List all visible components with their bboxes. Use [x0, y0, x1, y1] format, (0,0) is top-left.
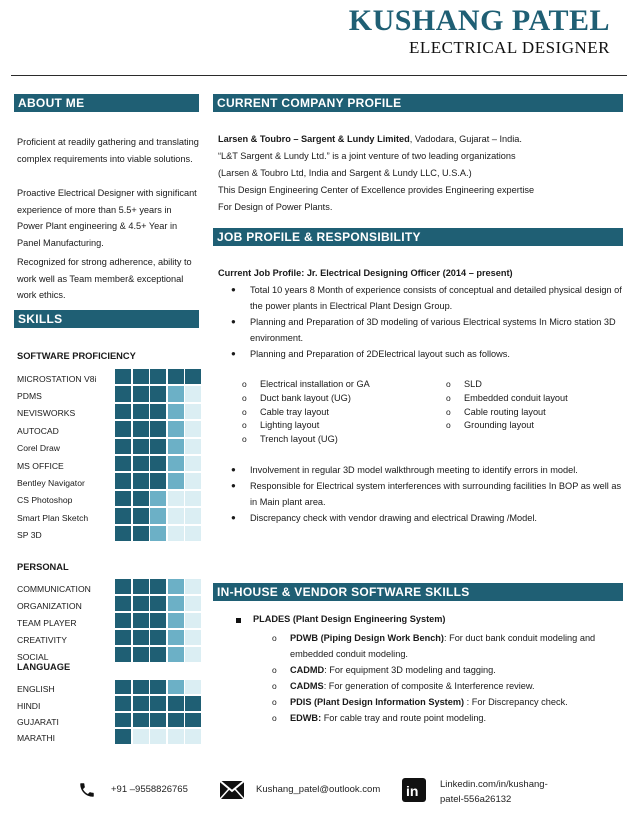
- skill-rating: [115, 473, 201, 488]
- skill-name: MS OFFICE: [17, 460, 64, 471]
- skill-name: CS Photoshop: [17, 495, 73, 506]
- rating-cell-filled: [115, 630, 131, 645]
- rating-cell-empty: [185, 404, 201, 419]
- rating-cell-filled: [133, 680, 149, 694]
- skill-name: SP 3D: [17, 530, 42, 541]
- rating-cell-filled: [133, 508, 149, 523]
- rating-cell-empty: [168, 491, 184, 506]
- rating-cell-filled: [168, 596, 184, 611]
- layout-item: o Trench layout (UG): [242, 433, 442, 447]
- job-bullet: ● Discrepancy check with vendor drawing and electrical Drawing /Model.: [226, 510, 622, 526]
- rating-cell-filled: [185, 713, 201, 727]
- rating-cell-filled: [115, 596, 131, 611]
- rating-cell-filled: [115, 526, 131, 541]
- rating-cell-filled: [115, 579, 131, 594]
- rating-cell-filled: [168, 386, 184, 401]
- header-divider: [11, 75, 627, 76]
- about-para-3: Recognized for strong adherence, ability to work well as Team member& exceptional work ethics.: [17, 257, 192, 300]
- rating-cell-filled: [150, 421, 166, 436]
- rating-cell-filled: [133, 439, 149, 454]
- company-line-2: (Larsen & Toubro Ltd, India and Sargent & Lundy LLC, U.S.A.): [218, 168, 472, 178]
- skill-row: [17, 712, 202, 728]
- rating-cell-filled: [150, 579, 166, 594]
- inhouse-item-desc: : For generation of composite & Interference review.: [323, 681, 535, 691]
- rating-cell-filled: [133, 596, 149, 611]
- skill-rating: [115, 630, 201, 645]
- skills-heading: SKILLS: [14, 310, 199, 328]
- skill-row: [17, 507, 202, 524]
- language-title: LANGUAGE: [17, 662, 71, 672]
- skill-rating: [115, 456, 201, 471]
- rating-cell-filled: [133, 491, 149, 506]
- rating-cell-filled: [150, 439, 166, 454]
- skill-name: ORGANIZATION: [17, 600, 82, 611]
- skill-row: [17, 695, 202, 711]
- skill-row: [17, 368, 202, 385]
- skill-name: PDMS: [17, 391, 42, 402]
- rating-cell-empty: [150, 729, 166, 743]
- inhouse-item-desc: : For equipment 3D modeling and tagging.: [324, 665, 496, 675]
- rating-cell-empty: [185, 526, 201, 541]
- rating-cell-filled: [115, 439, 131, 454]
- skill-name: Bentley Navigator: [17, 478, 85, 489]
- rating-cell-empty: [185, 613, 201, 628]
- skill-row: [17, 629, 202, 646]
- rating-cell-filled: [150, 473, 166, 488]
- rating-cell-filled: [168, 647, 184, 662]
- rating-cell-filled: [115, 491, 131, 506]
- rating-cell-filled: [150, 491, 166, 506]
- rating-cell-filled: [150, 386, 166, 401]
- inhouse-item: [272, 694, 622, 710]
- skill-name: GUJARATI: [17, 716, 59, 727]
- rating-cell-filled: [150, 713, 166, 727]
- rating-cell-filled: [168, 473, 184, 488]
- rating-cell-filled: [133, 647, 149, 662]
- skill-rating: [115, 696, 201, 710]
- rating-cell-filled: [185, 696, 201, 710]
- inhouse-item: [272, 678, 622, 694]
- rating-cell-empty: [185, 729, 201, 743]
- rating-cell-empty: [185, 508, 201, 523]
- skill-row: [17, 578, 202, 595]
- rating-cell-filled: [150, 696, 166, 710]
- skill-row: [17, 612, 202, 629]
- rating-cell-filled: [168, 404, 184, 419]
- rating-cell-filled: [115, 369, 131, 384]
- layout-item: o Lighting layout: [242, 419, 442, 433]
- rating-cell-filled: [150, 596, 166, 611]
- rating-cell-filled: [133, 579, 149, 594]
- rating-cell-filled: [133, 386, 149, 401]
- rating-cell-filled: [168, 439, 184, 454]
- rating-cell-filled: [150, 456, 166, 471]
- inhouse-item: [272, 662, 622, 678]
- plades-item: PLADES (Plant Design Engineering System): [233, 614, 638, 624]
- skill-name: AUTOCAD: [17, 425, 59, 436]
- skill-rating: [115, 579, 201, 594]
- skill-row: [17, 728, 202, 744]
- layout-item: o Embedded conduit layout: [446, 392, 621, 406]
- rating-cell-filled: [168, 579, 184, 594]
- rating-cell-filled: [133, 404, 149, 419]
- skill-rating: [115, 439, 201, 454]
- rating-cell-filled: [168, 696, 184, 710]
- skill-rating: [115, 613, 201, 628]
- inhouse-item-desc: : For Discrepancy check.: [464, 697, 568, 707]
- job-bullets-2: [226, 462, 622, 526]
- rating-cell-filled: [115, 696, 131, 710]
- inhouse-heading: IN-HOUSE & VENDOR SOFTWARE SKILLS: [213, 583, 623, 601]
- skill-row: [17, 455, 202, 472]
- rating-cell-empty: [185, 421, 201, 436]
- skill-rating: [115, 491, 201, 506]
- skill-rating: [115, 596, 201, 611]
- rating-cell-filled: [168, 613, 184, 628]
- rating-cell-filled: [133, 613, 149, 628]
- rating-cell-filled: [115, 421, 131, 436]
- rating-cell-filled: [185, 369, 201, 384]
- rating-cell-filled: [150, 613, 166, 628]
- skill-name: Corel Draw: [17, 443, 60, 454]
- about-heading: ABOUT ME: [14, 94, 199, 112]
- inhouse-item-name: PDIS (Plant Design Information System): [290, 697, 465, 707]
- rating-cell-filled: [150, 647, 166, 662]
- job-bullet: ● Total 10 years 8 Month of experience consists of conceptual and detailed physical design of the power plants in Electrical Plant Design Group.: [226, 282, 622, 314]
- skill-rating: [115, 647, 201, 662]
- layout-item: o Duct bank layout (UG): [242, 392, 442, 406]
- skill-name: TEAM PLAYER: [17, 617, 77, 628]
- layout-item: o Cable routing layout: [446, 406, 621, 420]
- rating-cell-filled: [133, 696, 149, 710]
- rating-cell-filled: [133, 630, 149, 645]
- about-para-1: Proficient at readily gathering and translating complex requirements into viable solutions.: [17, 137, 199, 164]
- inhouse-list: [272, 630, 622, 726]
- rating-cell-empty: [185, 596, 201, 611]
- linkedin-url[interactable]: [440, 777, 548, 807]
- rating-cell-filled: [115, 456, 131, 471]
- skill-row: [17, 490, 202, 507]
- rating-cell-filled: [115, 713, 131, 727]
- skill-row: [17, 438, 202, 455]
- skill-row: [17, 420, 202, 437]
- candidate-name: KUSHANG PATEL: [348, 4, 610, 37]
- inhouse-item-name: CADMD: [290, 665, 325, 675]
- rating-cell-filled: [115, 404, 131, 419]
- rating-cell-filled: [168, 456, 184, 471]
- skill-name: HINDI: [17, 700, 41, 711]
- rating-cell-empty: [185, 456, 201, 471]
- skill-rating: [115, 713, 201, 727]
- skill-rating: [115, 421, 201, 436]
- skill-rating: [115, 729, 201, 743]
- company-name-line: [218, 131, 623, 148]
- skill-rating: [115, 508, 201, 523]
- rating-cell-filled: [168, 680, 184, 694]
- job-bullet: ● Involvement in regular 3D model walkthrough meeting to identify errors in model.: [226, 462, 622, 478]
- rating-cell-filled: [150, 404, 166, 419]
- skill-row: [17, 646, 202, 663]
- company-line-3: This Design Engineering Center of Excellence provides Engineering expertise: [218, 185, 535, 195]
- job-heading: JOB PROFILE & RESPONSIBILITY: [213, 228, 623, 246]
- inhouse-item: [272, 710, 622, 726]
- inhouse-item-name: CADMS: [290, 681, 324, 691]
- rating-cell-filled: [133, 526, 149, 541]
- skill-name: ENGLISH: [17, 684, 55, 695]
- rating-cell-filled: [133, 421, 149, 436]
- rating-cell-filled: [150, 680, 166, 694]
- job-bullet: ● Planning and Preparation of 2DElectrical layout such as follows.: [226, 346, 622, 362]
- rating-cell-empty: [185, 386, 201, 401]
- rating-cell-filled: [150, 526, 166, 541]
- rating-cell-filled: [168, 369, 184, 384]
- skill-name: Smart Plan Sketch: [17, 512, 89, 523]
- rating-cell-filled: [168, 630, 184, 645]
- inhouse-item-desc: : For duct bank conduit modeling and embedded conduit modeling.: [290, 633, 596, 659]
- skill-row: [17, 385, 202, 402]
- company-name: Larsen & Toubro – Sargent & Lundy Limited: [218, 134, 410, 144]
- skill-row: [17, 525, 202, 542]
- linkedin-url-line-2: patel-556a26132: [440, 794, 512, 805]
- rating-cell-filled: [115, 473, 131, 488]
- skill-rating: [115, 369, 201, 384]
- skill-name: COMMUNICATION: [17, 583, 91, 594]
- layout-item: o Electrical installation or GA: [242, 378, 442, 392]
- about-para-2: Proactive Electrical Designer with significant experience of more than 5.5+ years in Power Plant engineering & 4.5+ Year in Panel Manufacturing.: [17, 188, 197, 248]
- layout-item: o Cable tray layout: [242, 406, 442, 420]
- job-bullet: ● Planning and Preparation of 3D modeling of various Electrical systems In Micro station 3D environment.: [226, 314, 622, 346]
- skill-row: [17, 403, 202, 420]
- skill-name: MARATHI: [17, 733, 56, 744]
- rating-cell-empty: [185, 439, 201, 454]
- phone-number[interactable]: +91 –9558826765: [111, 784, 188, 795]
- layout-list-left: [242, 378, 442, 447]
- rating-cell-empty: [185, 647, 201, 662]
- rating-cell-empty: [185, 630, 201, 645]
- inhouse-item: [272, 630, 622, 662]
- rating-cell-filled: [168, 421, 184, 436]
- skill-name: NEVISWORKS: [17, 408, 76, 419]
- rating-cell-filled: [133, 456, 149, 471]
- job-bullets: [226, 282, 622, 362]
- rating-cell-filled: [115, 647, 131, 662]
- rating-cell-empty: [185, 491, 201, 506]
- company-location: , Vadodara, Gujarat – India.: [409, 134, 522, 144]
- company-line-4: For Design of Power Plants.: [218, 202, 333, 212]
- rating-cell-filled: [150, 508, 166, 523]
- rating-cell-filled: [115, 508, 131, 523]
- inhouse-item-desc: For cable tray and route point modeling.: [321, 713, 487, 723]
- job-bullet: ● Responsible for Electrical system interferences with surrounding facilities In BOP as well as in Main plant area.: [226, 478, 622, 510]
- email-address[interactable]: Kushang_patel@outlook.com: [256, 784, 381, 795]
- rating-cell-filled: [150, 369, 166, 384]
- rating-cell-empty: [168, 508, 184, 523]
- company-line-1: “L&T Sargent & Lundy Ltd.” is a joint venture of two leading organizations: [218, 151, 516, 161]
- skill-rating: [115, 386, 201, 401]
- layout-item: o Grounding layout: [446, 419, 621, 433]
- envelope-icon: [219, 780, 245, 805]
- personal-title: PERSONAL: [17, 562, 69, 572]
- rating-cell-empty: [185, 473, 201, 488]
- layout-list-right: [446, 378, 621, 433]
- rating-cell-filled: [150, 630, 166, 645]
- software-proficiency-title: SOFTWARE PROFICIENCY: [17, 351, 136, 361]
- skill-rating: [115, 526, 201, 541]
- candidate-title: ELECTRICAL DESIGNER: [408, 38, 610, 57]
- skill-rating: [115, 404, 201, 419]
- rating-cell-filled: [115, 680, 131, 694]
- rating-cell-empty: [185, 680, 201, 694]
- rating-cell-empty: [185, 579, 201, 594]
- inhouse-item-name: EDWB:: [290, 713, 322, 723]
- linkedin-url-line-1: Linkedin.com/in/kushang-: [440, 779, 548, 790]
- rating-cell-empty: [168, 526, 184, 541]
- rating-cell-filled: [115, 729, 131, 743]
- layout-item: o SLD: [446, 378, 621, 392]
- linkedin-icon: [402, 778, 426, 807]
- skill-name: CREATIVITY: [17, 634, 67, 645]
- skill-name: MICROSTATION V8i: [17, 373, 97, 384]
- svg-text:in: in: [406, 783, 419, 799]
- rating-cell-empty: [133, 729, 149, 743]
- skill-name: SOCIAL: [17, 651, 49, 662]
- company-heading: CURRENT COMPANY PROFILE: [213, 94, 623, 112]
- rating-cell-filled: [168, 713, 184, 727]
- skill-row: [17, 595, 202, 612]
- skill-row: [17, 679, 202, 695]
- skill-rating: [115, 680, 201, 694]
- rating-cell-filled: [115, 386, 131, 401]
- inhouse-item-name: PDWB (Piping Design Work Bench): [290, 633, 444, 643]
- rating-cell-filled: [133, 369, 149, 384]
- company-description: [218, 131, 623, 216]
- rating-cell-filled: [133, 473, 149, 488]
- rating-cell-empty: [168, 729, 184, 743]
- rating-cell-filled: [115, 613, 131, 628]
- skill-row: [17, 472, 202, 489]
- rating-cell-filled: [133, 713, 149, 727]
- phone-icon: [78, 781, 96, 804]
- current-job-profile: Current Job Profile: Jr. Electrical Designing Officer (2014 – present): [218, 268, 513, 278]
